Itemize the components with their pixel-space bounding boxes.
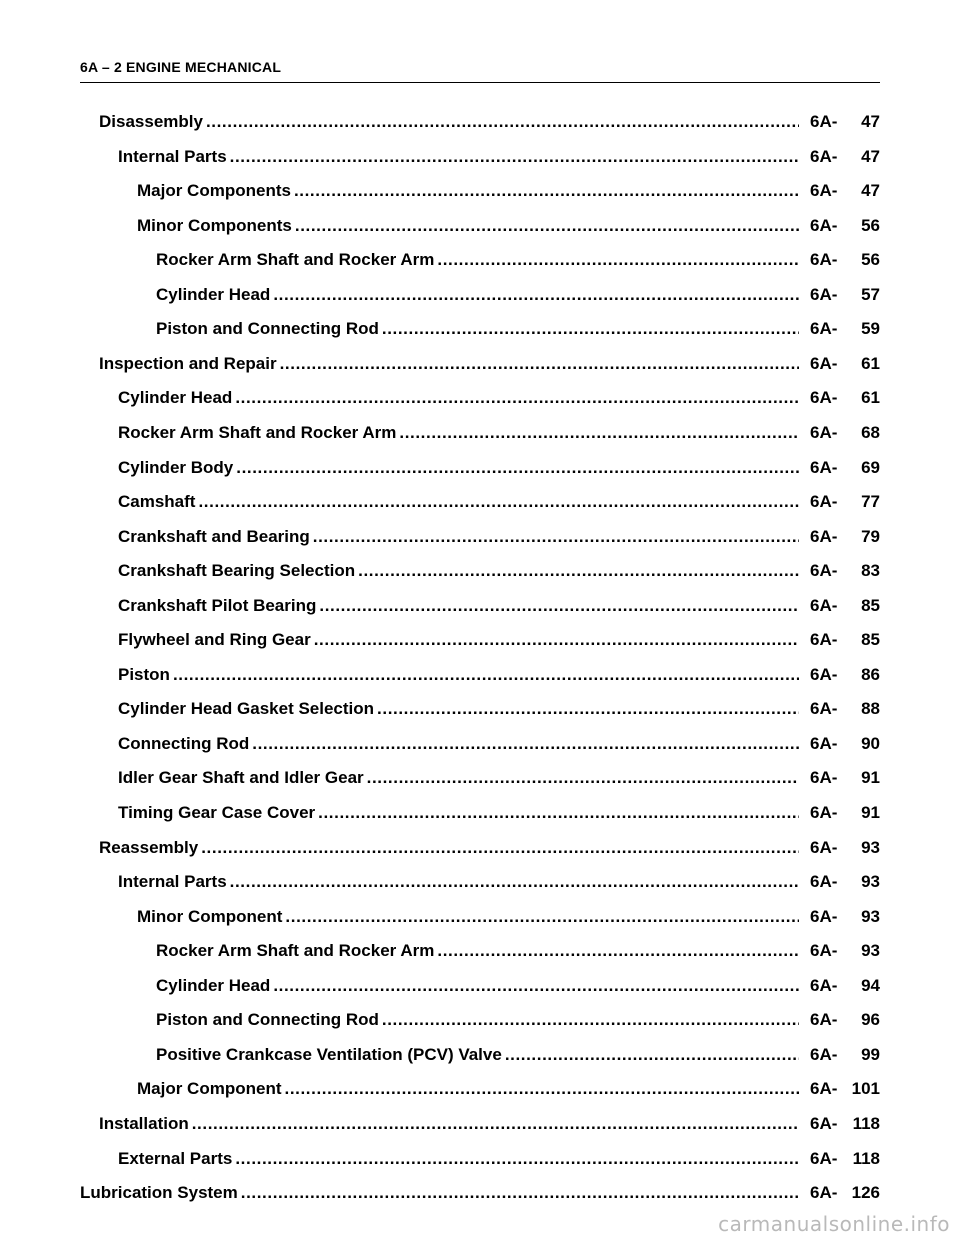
toc-page-number: 93 [861,907,880,926]
toc-entry[interactable] [99,836,880,860]
toc-entry[interactable] [137,179,880,203]
page-title: 6A – 2 ENGINE MECHANICAL [80,59,282,75]
toc-entry-title: Rocker Arm Shaft and Rocker Arm [156,250,435,269]
toc-entry-title: Installation [99,1114,189,1133]
toc-entry[interactable] [118,386,880,410]
toc-page-number: 69 [861,458,880,477]
toc-entry-title: Rocker Arm Shaft and Rocker Arm [118,423,397,442]
toc-page-prefix: 6A- [810,1045,838,1064]
toc-leader-dots [505,1043,799,1067]
toc-leader-dots [399,421,799,445]
toc-entry-title: Flywheel and Ring Gear [118,630,311,649]
toc-entry-title: Inspection and Repair [99,354,277,373]
toc-page-number: 59 [861,319,880,338]
toc-page-ref [810,1043,880,1067]
toc-leader-dots [358,559,799,583]
toc-page-number: 61 [861,388,880,407]
toc-page-number: 126 [851,1183,880,1202]
toc-page-prefix: 6A- [810,492,838,511]
toc-page-prefix: 6A- [810,872,838,891]
toc-entry[interactable] [80,1181,880,1205]
toc-entry-title: Minor Component [137,907,283,926]
toc-page-ref [810,870,880,894]
toc-entry-title: Cylinder Head [156,976,271,995]
toc-page-ref [810,283,880,307]
toc-entry[interactable] [156,1008,880,1032]
toc-page-ref [810,559,880,583]
toc-page-number: 91 [861,768,880,787]
toc-page-ref [810,490,880,514]
toc-entry[interactable] [99,1112,880,1136]
toc-page-prefix: 6A- [810,527,838,546]
toc-leader-dots [377,697,799,721]
toc-page-number: 47 [861,181,880,200]
toc-page-ref [810,179,880,203]
toc-entry-title: Camshaft [118,492,196,511]
toc-entry[interactable] [99,110,880,134]
toc-page-number: 91 [861,803,880,822]
toc-page-number: 68 [861,423,880,442]
toc-leader-dots [382,1008,799,1032]
toc-page-ref [810,974,880,998]
toc-page-number: 85 [861,596,880,615]
toc-entry[interactable] [118,870,880,894]
toc-leader-dots [201,836,799,860]
toc-leader-dots [294,179,799,203]
toc-page-ref [810,663,880,687]
toc-leader-dots [437,939,799,963]
toc-page-prefix: 6A- [810,1183,838,1202]
toc-page-number: 118 [852,1114,880,1133]
toc-page-prefix: 6A- [810,630,838,649]
toc-page-prefix: 6A- [810,285,838,304]
toc-page-ref [810,110,880,134]
toc-entry[interactable] [137,1077,880,1101]
toc-page-number: 85 [861,630,880,649]
toc-page-prefix: 6A- [810,976,838,995]
toc-entry-title: Major Component [137,1079,282,1098]
toc-leader-dots [319,594,799,618]
toc-page-number: 93 [861,872,880,891]
toc-page-ref [810,939,880,963]
toc-entry-title: Piston [118,665,170,684]
toc-leader-dots [295,214,799,238]
toc-entry-title: Crankshaft and Bearing [118,527,310,546]
toc-leader-dots [252,732,799,756]
toc-page-number: 83 [861,561,880,580]
toc-leader-dots [314,628,799,652]
watermark: carmanualsonline.info [718,1212,950,1236]
toc-page-prefix: 6A- [810,216,838,235]
toc-entry[interactable] [156,317,880,341]
toc-page-ref [810,905,880,929]
toc-entry-title: Crankshaft Pilot Bearing [118,596,317,615]
toc-entry-title: Timing Gear Case Cover [118,803,316,822]
toc-page-number: 94 [861,976,880,995]
toc-page-ref [810,352,880,376]
toc-page-ref [810,594,880,618]
toc-page-ref [810,421,880,445]
toc-leader-dots [198,490,799,514]
toc-page-prefix: 6A- [810,250,838,269]
toc-leader-dots [230,145,799,169]
toc-entry-title: Crankshaft Bearing Selection [118,561,356,580]
toc-page-ref [810,145,880,169]
toc-page-ref [810,836,880,860]
toc-leader-dots [241,1181,799,1205]
toc-leader-dots [285,1077,800,1101]
toc-entry[interactable] [118,525,880,549]
toc-entry[interactable] [118,145,880,169]
toc-page-prefix: 6A- [810,1079,838,1098]
toc-page-number: 96 [861,1010,880,1029]
toc-entry[interactable] [156,939,880,963]
toc-page-number: 79 [861,527,880,546]
toc-entry[interactable] [156,1043,880,1067]
toc-page-ref [810,697,880,721]
toc-entry-title: Disassembly [99,112,203,131]
toc-page-prefix: 6A- [810,1149,838,1168]
toc-page-number: 47 [861,112,880,131]
toc-leader-dots [273,974,799,998]
toc-entry-title: External Parts [118,1149,233,1168]
toc-entry-title: Cylinder Head [156,285,271,304]
toc-page-ref [810,214,880,238]
toc-leader-dots [367,766,799,790]
toc-leader-dots [192,1112,799,1136]
toc-page-ref [810,1112,880,1136]
toc-page-ref [810,801,880,825]
toc-page-ref [810,766,880,790]
toc-page-prefix: 6A- [810,699,838,718]
toc-leader-dots [206,110,799,134]
toc-leader-dots [313,525,799,549]
toc-leader-dots [318,801,799,825]
toc-entry-title: Minor Components [137,216,292,235]
toc-entry-title: Cylinder Head [118,388,233,407]
toc-page-ref [810,317,880,341]
toc-page-prefix: 6A- [810,803,838,822]
toc-entry-title: Reassembly [99,838,199,857]
toc-entry[interactable] [118,559,880,583]
toc-entry[interactable] [118,766,880,790]
toc-leader-dots [230,870,799,894]
toc-page-ref [810,1077,880,1101]
toc-leader-dots [285,905,799,929]
toc-page-prefix: 6A- [810,838,838,857]
toc-entry[interactable] [118,594,880,618]
toc-leader-dots [235,386,799,410]
toc-page-number: 93 [861,941,880,960]
toc-entry[interactable] [156,248,880,272]
toc-page-number: 88 [861,699,880,718]
toc-page-prefix: 6A- [810,941,838,960]
toc-page-ref [810,732,880,756]
toc-page-number: 101 [851,1079,880,1098]
toc-page-prefix: 6A- [810,561,838,580]
toc-entry[interactable] [137,905,880,929]
toc-entry-title: Lubrication System [80,1183,238,1202]
toc-page-prefix: 6A- [810,112,838,131]
toc-leader-dots [280,352,799,376]
toc-page-prefix: 6A- [810,458,838,477]
toc-entry[interactable] [156,974,880,998]
toc-page-prefix: 6A- [810,319,838,338]
toc-page-prefix: 6A- [810,181,838,200]
toc-page-ref [810,456,880,480]
toc-leader-dots [235,1147,799,1171]
toc-entry[interactable] [118,697,880,721]
toc-entry-title: Rocker Arm Shaft and Rocker Arm [156,941,435,960]
toc-page-ref [810,1181,880,1205]
toc-page-prefix: 6A- [810,147,838,166]
toc-page-number: 61 [861,354,880,373]
toc-entry[interactable] [99,352,880,376]
toc-page-prefix: 6A- [810,1010,838,1029]
toc-page-prefix: 6A- [810,665,838,684]
toc-page-ref [810,525,880,549]
toc-entry[interactable] [118,490,880,514]
toc-page-number: 77 [861,492,880,511]
toc-page-ref [810,628,880,652]
toc-page-prefix: 6A- [810,423,838,442]
toc-entry-title: Piston and Connecting Rod [156,319,379,338]
toc-page-ref [810,1147,880,1171]
toc-leader-dots [273,283,799,307]
toc-entry[interactable] [118,421,880,445]
page-header [80,58,880,83]
toc-entry-title: Internal Parts [118,872,227,891]
toc-page-prefix: 6A- [810,596,838,615]
toc-entry-title: Internal Parts [118,147,227,166]
toc-page-number: 56 [861,216,880,235]
toc-page-ref [810,386,880,410]
toc-entry[interactable] [156,283,880,307]
toc-leader-dots [437,248,799,272]
toc-entry[interactable] [137,214,880,238]
toc-leader-dots [236,456,799,480]
toc-entry-title: Positive Crankcase Ventilation (PCV) Valve [156,1045,502,1064]
toc-page-ref [810,1008,880,1032]
toc-entry-title: Cylinder Body [118,458,234,477]
toc-page-number: 118 [852,1149,880,1168]
toc-entry-title: Cylinder Head Gasket Selection [118,699,375,718]
toc-page-number: 99 [861,1045,880,1064]
toc-page-number: 90 [861,734,880,753]
toc-entry[interactable] [118,456,880,480]
toc-entry-title: Connecting Rod [118,734,250,753]
toc-page-prefix: 6A- [810,907,838,926]
toc-entry-title: Idler Gear Shaft and Idler Gear [118,768,364,787]
toc-entry[interactable] [118,628,880,652]
toc-page-prefix: 6A- [810,354,838,373]
toc-leader-dots [382,317,799,341]
toc-entry[interactable] [118,801,880,825]
toc-page-number: 56 [861,250,880,269]
toc-entry[interactable] [118,663,880,687]
toc-page-prefix: 6A- [810,734,838,753]
toc-leader-dots [173,663,799,687]
toc-entry[interactable] [118,732,880,756]
toc-page-number: 86 [861,665,880,684]
toc-entry-title: Piston and Connecting Rod [156,1010,379,1029]
toc-page-ref [810,248,880,272]
toc-entry[interactable] [118,1147,880,1171]
toc-page-number: 93 [861,838,880,857]
toc-entry-title: Major Components [137,181,291,200]
toc-page-prefix: 6A- [810,768,838,787]
toc-page-prefix: 6A- [810,1114,838,1133]
toc-page-number: 47 [861,147,880,166]
toc-page-number: 57 [861,285,880,304]
toc-page-prefix: 6A- [810,388,838,407]
